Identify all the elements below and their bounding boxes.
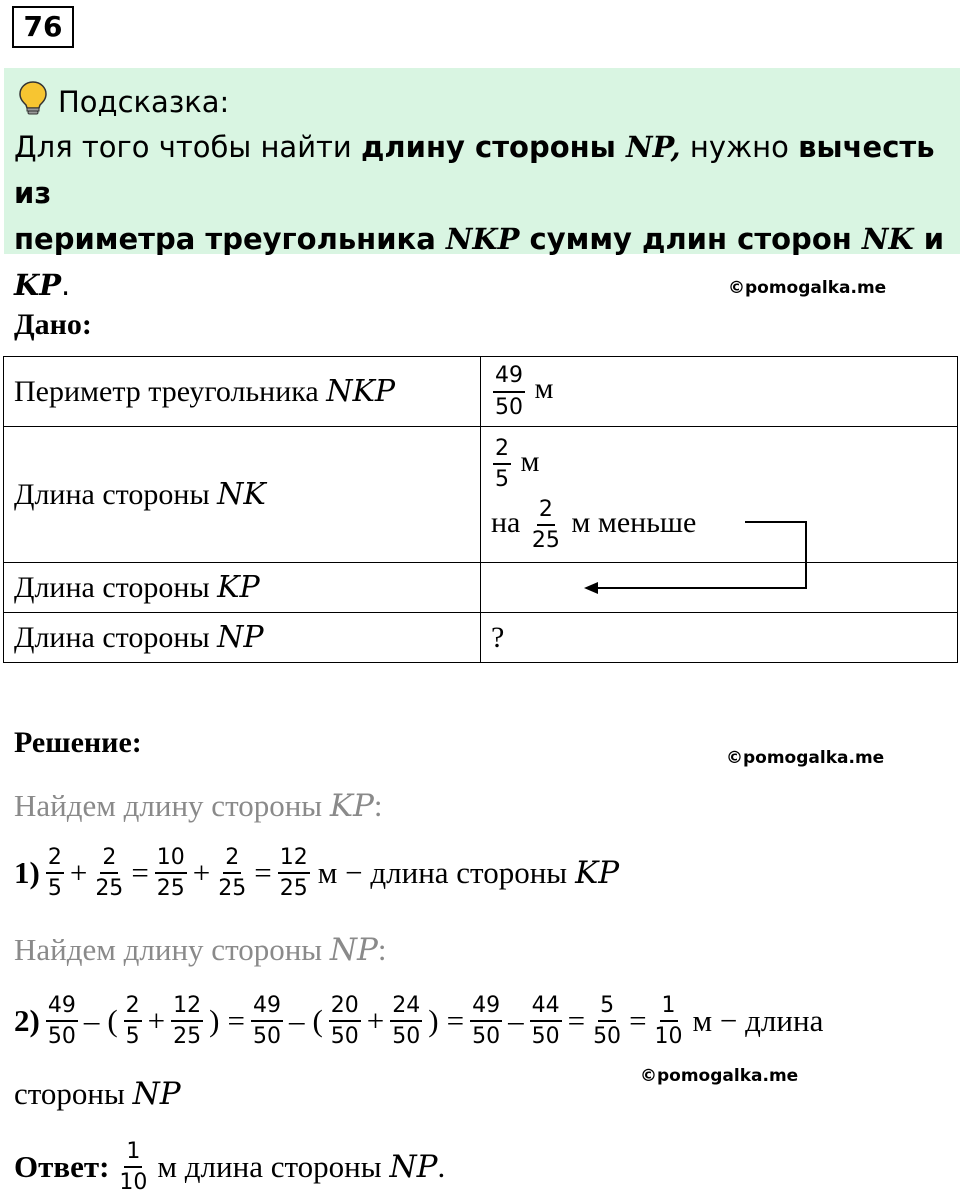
fraction: 1 10: [119, 1139, 148, 1196]
fraction: $\frac{2}{25}$: [531, 496, 560, 553]
given-label-np: Длина стороны NP: [4, 613, 481, 663]
step-1: 1) 2 5 + $\frac{2}{25}$ = $\frac{10}{25}$ + $\frac{2}{25}$ = $\frac{12}{25}$ м − длина стороны KP: [14, 845, 620, 902]
solution-title: Решение:: [14, 726, 142, 759]
table-row: [4, 357, 958, 427]
fraction: 2 5: [125, 993, 140, 1050]
given-title: Дано:: [14, 308, 92, 341]
fraction: 20 50: [330, 993, 359, 1050]
watermark: ©pomogalka.me: [640, 1066, 799, 1086]
find-kp-text: Найдем длину стороны KP:: [14, 788, 383, 824]
fraction: $\frac{49}{50}$: [252, 993, 281, 1050]
fraction: $\frac{10}{25}$: [156, 845, 185, 902]
given-label-nk: Длина стороны NK: [4, 427, 481, 563]
fraction: $\frac{49}{50}$: [495, 363, 523, 420]
problem-number: 76: [12, 6, 74, 48]
fraction: $\frac{12}{25}$: [173, 993, 202, 1050]
given-label-kp: Длина стороны KP: [4, 563, 481, 613]
fraction: $\frac{44}{50}$: [531, 993, 560, 1050]
hint-line-1: Для того чтобы найти длину стороны NP, нужно вычесть из: [14, 130, 935, 210]
fraction: 2 5: [47, 845, 62, 902]
arrow-icon: [580, 510, 820, 600]
fraction: $\frac{24}{50}$: [392, 993, 421, 1050]
fraction: $\frac{5}{50}$: [593, 993, 622, 1050]
step-2-continued: стороны NP: [14, 1076, 181, 1112]
fraction: 49 50: [47, 993, 76, 1050]
watermark: ©pomogalka.me: [728, 278, 887, 298]
given-label-perimeter: Периметр треугольника NKP: [4, 357, 481, 427]
given-value-perimeter: $\frac{49}{50}$ м: [481, 357, 958, 427]
hint-title: Подсказка:: [18, 80, 229, 123]
answer: Ответ: 1 10 м длина стороны NP .: [14, 1139, 446, 1196]
fraction: $\frac{49}{50}$: [472, 993, 501, 1050]
given-value-np: ?: [481, 613, 958, 663]
find-np-text: Найдем длину стороны NP:: [14, 932, 387, 968]
fraction: $\frac{1}{10}$: [654, 993, 683, 1050]
watermark: ©pomogalka.me: [726, 748, 885, 768]
given-value-nk: $\frac{2}{5}$ м на $\frac{2}{25}$ м меньше: [481, 427, 958, 563]
lightbulb-icon: [18, 80, 48, 123]
fraction: $\frac{2}{5}$: [495, 436, 509, 493]
table-row: [4, 613, 958, 663]
hint-line-2: периметра треугольника NKP сумму длин сторон NK и KP.: [14, 222, 945, 302]
fraction: $\frac{2}{25}$: [95, 845, 124, 902]
fraction: $\frac{2}{25}$: [218, 845, 247, 902]
step-2: 2) 49 50 – ( 2 5 + $\frac{12}{25}$ ) = $\frac{49}{50}$ – ( 20 50 + $\frac{24}{50}$ ) = $\frac{49}{50}$ – $\frac{44}{50}$ = $\frac{5}{50}$ = $\frac{1}{10}$ м − длина: [14, 993, 824, 1050]
fraction: $\frac{12}{25}$: [279, 845, 308, 902]
